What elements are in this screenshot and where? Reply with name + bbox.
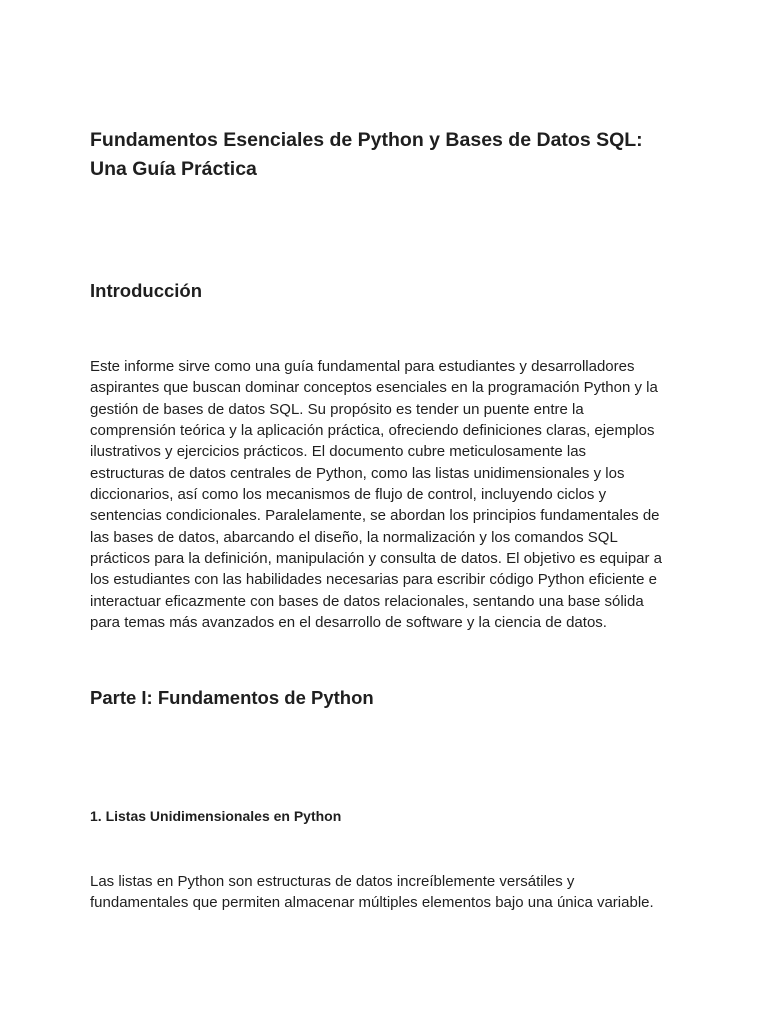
- paragraph-line: las bases de datos, abarcando el diseño, la normalización y los comandos SQL: [90, 528, 618, 546]
- paragraph-line: gestión de bases de datos SQL. Su propósito es tender un puente entre la: [90, 400, 584, 418]
- paragraph-line: Las listas en Python son estructuras de datos increíblemente versátiles y: [90, 873, 575, 890]
- paragraph-line: diccionarios, así como los mecanismos de flujo de control, incluyendo ciclos y: [90, 486, 607, 504]
- paragraph-line: comprensión teórica y la aplicación práctica, ofreciendo definiciones claras, ejemplos: [90, 422, 655, 440]
- paragraph-line: estructuras de datos centrales de Python, como las listas unidimensionales y los: [90, 464, 625, 482]
- paragraph-line: aspirantes que buscan dominar conceptos esenciales en la programación Python y la: [90, 379, 658, 397]
- paragraph-line: para temas más avanzados en el desarrollo de software y la ciencia de datos.: [90, 614, 607, 632]
- paragraph-line: Este informe sirve como una guía fundamental para estudiantes y desarrolladores: [90, 358, 635, 375]
- paragraph-line: sentencias condicionales. Paralelamente, se abordan los principios fundamentales de: [90, 507, 660, 525]
- document-title: [90, 126, 690, 184]
- paragraph-line: los estudiantes con las habilidades necesarias para escribir código Python eficiente e: [90, 571, 658, 589]
- paragraph-line: interactuar eficazmente con bases de datos relacionales, sentando una base sólida: [90, 592, 644, 610]
- section1-paragraph: [90, 871, 690, 914]
- part1-heading: Parte I: Fundamentos de Python: [90, 687, 374, 708]
- paragraph-line: ilustrativos y ejercicios prácticos. El documento cubre meticulosamente las: [90, 443, 587, 461]
- intro-heading: Introducción: [90, 280, 203, 301]
- intro-paragraph: [90, 356, 690, 633]
- paragraph-line: prácticos para la definición, manipulación y consulta de datos. El objetivo es equipar a: [90, 550, 663, 568]
- document-title-line: Una Guía Práctica: [90, 158, 257, 180]
- section1-heading: 1. Listas Unidimensionales en Python: [90, 808, 342, 824]
- paragraph-line: fundamentales que permiten almacenar múltiples elementos bajo una única variable.: [90, 894, 654, 912]
- document-title-line: Fundamentos Esenciales de Python y Bases de Datos SQL:: [90, 129, 643, 151]
